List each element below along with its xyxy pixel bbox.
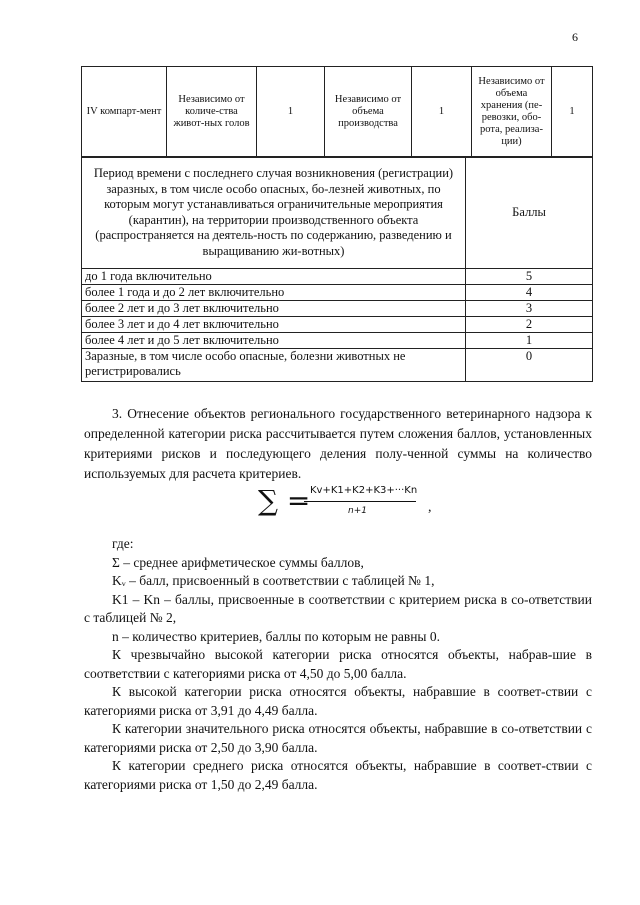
table-row	[82, 317, 593, 333]
score-cell: 3	[466, 301, 593, 317]
table-row	[82, 349, 593, 382]
definition-sigma: Σ – среднее арифметическое суммы баллов,	[112, 554, 364, 570]
score-header: Баллы	[466, 157, 593, 269]
criterion-cell-2: Независимо от объема производства	[325, 67, 412, 158]
formula-denominator: n+1	[348, 506, 367, 516]
compartment-table	[81, 66, 593, 158]
definition-kv: Kᵥ – балл, присвоенный в соответствии с таблицей № 1,	[112, 573, 435, 588]
period-cell: более 1 года и до 2 лет включительно	[82, 285, 466, 301]
definitions-block	[84, 535, 592, 794]
score-cell: 4	[466, 285, 593, 301]
category-extreme: К чрезвычайно высокой категории риска относятся объекты, набрав-шие в соответствии с категориями риска от 4,50 до 5,00 балла.	[84, 647, 592, 681]
formula-comma: ,	[428, 500, 432, 515]
sigma-symbol: ∑ =	[258, 484, 311, 517]
period-cell: более 2 лет и до 3 лет включительно	[82, 301, 466, 317]
page-number: 6	[572, 30, 578, 44]
definition-k1-kn: K1 – Kn – баллы, присвоенные в соответствии с критерием риска в со-ответствии с таблицей № 2,	[84, 591, 592, 625]
disease-period-table	[81, 156, 593, 382]
table-row	[82, 333, 593, 349]
period-header: Период времени с последнего случая возникновения (регистрации) заразных, в том числе особо опасных, бо-лезней животных, по которым могут устанавливаться ограничительные мероприятия (карантин), на территории производственного объекта (распространяется на деятель-ность по содержанию, разведению и выращиванию жи-вотных)	[82, 157, 466, 269]
paragraph-3: 3. Отнесение объектов регионального государственного ветеринарного надзора к определенной категории риска рассчитывается путем сложения баллов, установленных критериями рисков и последующего деления полу-ченной суммы на количество используемых для расчета критериев.	[84, 406, 592, 481]
score-cell: 2	[466, 317, 593, 333]
formula	[258, 482, 458, 528]
value-cell-2: 1	[412, 67, 472, 158]
value-cell-1: 1	[257, 67, 325, 158]
period-cell: более 4 лет и до 5 лет включительно	[82, 333, 466, 349]
criterion-cell-3: Независимо от объема хранения (пе-ревозки, обо-рота, реализа-ции)	[472, 67, 552, 158]
period-cell: Заразные, в том числе особо опасные, болезни животных не регистрировались	[82, 349, 466, 382]
score-cell: 1	[466, 333, 593, 349]
value-cell-3: 1	[552, 67, 593, 158]
category-significant: К категории значительного риска относятся объекты, набравшие в со-ответствии с категориями риска от 2,50 до 3,90 балла.	[84, 721, 592, 755]
category-medium: К категории среднего риска относятся объекты, набравшие в соответ-ствии с категориями риска от 1,50 до 2,49 балла.	[84, 758, 592, 792]
score-cell: 5	[466, 269, 593, 285]
period-cell: более 3 лет и до 4 лет включительно	[82, 317, 466, 333]
fraction-line	[304, 501, 416, 502]
compartment-cell: IV компарт-мент	[82, 67, 167, 158]
formula-numerator: Kv+K1+K2+K3+···Kn	[310, 485, 418, 496]
category-high: К высокой категории риска относятся объекты, набравшие в соответ-ствии с категориями риска от 3,91 до 4,49 балла.	[84, 684, 592, 718]
where-label: где:	[112, 536, 134, 551]
definition-n: n – количество критериев, баллы по которым не равны 0.	[112, 628, 440, 644]
period-cell: до 1 года включительно	[82, 269, 466, 285]
table-row	[82, 269, 593, 285]
table-row	[82, 301, 593, 317]
table-row	[82, 285, 593, 301]
score-cell: 0	[466, 349, 593, 382]
criterion-cell-1: Независимо от количе-ства живот-ных голов	[167, 67, 257, 158]
